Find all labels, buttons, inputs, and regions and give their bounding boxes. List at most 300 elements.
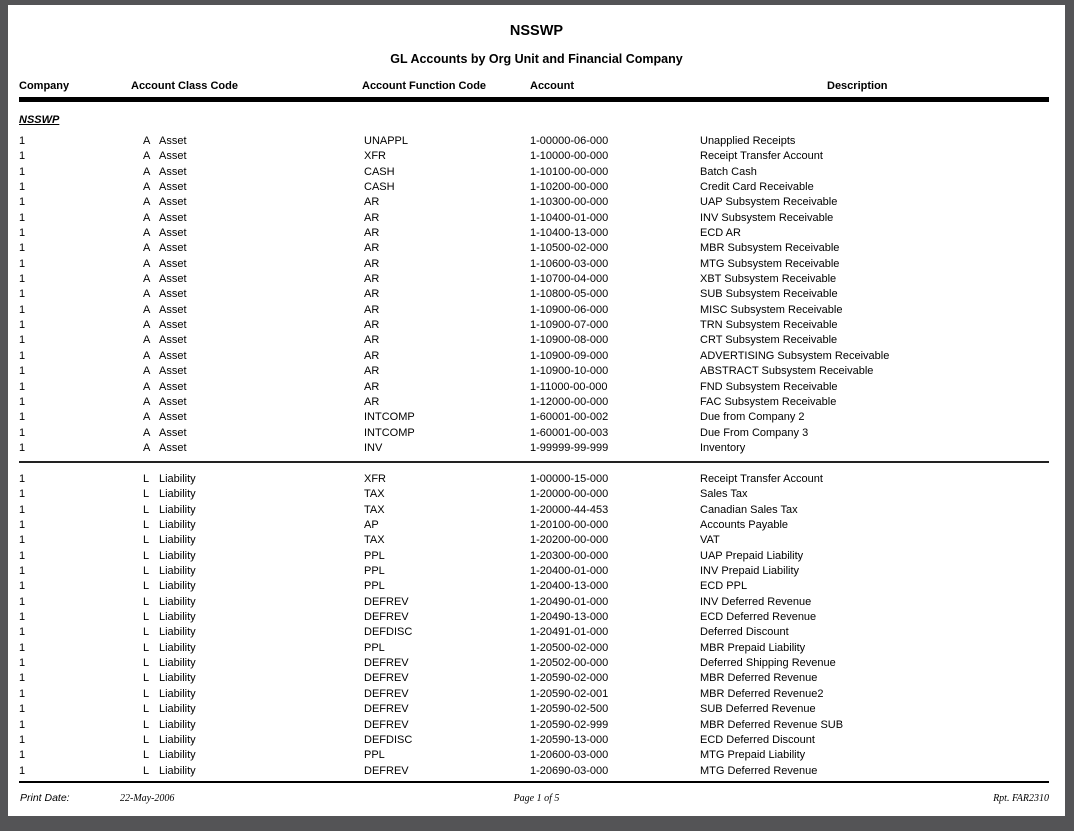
cell-function-code: DEFDISC (364, 626, 413, 639)
cell-description: INV Prepaid Liability (700, 565, 800, 578)
header-rule (19, 97, 1049, 102)
cell-function-code: XFR (364, 473, 386, 485)
column-header-account: Account (530, 80, 574, 92)
table-row (8, 533, 1065, 548)
cell-function-code: TAX (364, 488, 385, 501)
cell-class-code: L (143, 749, 150, 762)
cell-account: 1-10800-05-000 (530, 288, 609, 301)
cell-function-code: AR (364, 334, 380, 347)
cell-account: 1-00000-06-000 (530, 135, 609, 147)
cell-class-name: Liability (159, 703, 196, 716)
cell-class-code: A (143, 395, 151, 408)
cell-account: 1-10600-03-000 (530, 257, 609, 270)
table-row (8, 641, 1065, 656)
table-row (8, 410, 1065, 425)
cell-class-code: A (143, 411, 151, 424)
cell-company: 1 (19, 426, 26, 439)
cell-description: XBT Subsystem Receivable (700, 273, 837, 286)
cell-class-code: L (143, 519, 150, 532)
print-date-label: Print Date: (20, 792, 70, 804)
cell-description: Accounts Payable (700, 519, 789, 532)
cell-function-code: AR (364, 380, 380, 393)
cell-description: ECD Deferred Revenue (700, 611, 817, 624)
cell-class-name: Liability (159, 595, 196, 608)
cell-company: 1 (19, 395, 26, 408)
cell-account: 1-20400-01-000 (530, 565, 609, 578)
cell-company: 1 (19, 181, 26, 194)
cell-function-code: AP (364, 519, 379, 532)
cell-description: MISC Subsystem Receivable (700, 303, 843, 316)
cell-description: Unapplied Receipts (700, 135, 796, 147)
cell-function-code: DEFREV (364, 672, 409, 685)
cell-account: 1-20100-00-000 (530, 519, 609, 532)
cell-description: FAC Subsystem Receivable (700, 395, 837, 408)
cell-class-code: A (143, 242, 151, 255)
cell-function-code: AR (364, 395, 380, 408)
cell-account: 1-10700-04-000 (530, 273, 609, 286)
cell-description: MBR Deferred Revenue (700, 672, 818, 685)
cell-account: 1-20200-00-000 (530, 534, 609, 547)
cell-description: Due from Company 2 (700, 411, 805, 424)
cell-class-name: Asset (159, 334, 187, 347)
cell-company: 1 (19, 196, 26, 209)
cell-account: 1-20400-13-000 (530, 580, 609, 593)
cell-account: 1-20500-02-000 (530, 641, 609, 654)
cell-class-code: A (143, 349, 151, 362)
cell-company: 1 (19, 441, 26, 454)
cell-class-code: A (143, 441, 151, 454)
cell-class-name: Asset (159, 395, 187, 408)
cell-class-name: Asset (159, 273, 187, 286)
cell-class-name: Asset (159, 319, 187, 332)
cell-class-name: Asset (159, 135, 187, 147)
cell-function-code: PPL (364, 641, 385, 654)
cell-class-name: Liability (159, 580, 196, 593)
page-number: Page 1 of 5 (513, 793, 560, 804)
cell-description: ABSTRACT Subsystem Receivable (700, 365, 874, 378)
cell-class-name: Asset (159, 150, 187, 163)
cell-account: 1-20600-03-000 (530, 749, 609, 762)
cell-class-code: A (143, 365, 151, 378)
table-row (8, 165, 1065, 180)
column-header-class-code: Account Class Code (131, 80, 238, 92)
cell-function-code: AR (364, 365, 380, 378)
cell-function-code: AR (364, 288, 380, 301)
cell-account: 1-20491-01-000 (530, 626, 609, 639)
cell-company: 1 (19, 703, 26, 716)
cell-company: 1 (19, 165, 26, 178)
cell-account: 1-20590-02-001 (530, 687, 609, 700)
cell-company: 1 (19, 227, 26, 240)
cell-description: MBR Subsystem Receivable (700, 242, 840, 255)
cell-account: 1-60001-00-002 (530, 411, 609, 424)
cell-description: Inventory (700, 441, 746, 454)
cell-company: 1 (19, 488, 26, 501)
cell-account: 1-20490-01-000 (530, 595, 609, 608)
table-row (8, 333, 1065, 348)
cell-function-code: DEFREV (364, 764, 409, 777)
cell-company: 1 (19, 718, 26, 731)
liability-section-rows (8, 472, 1065, 779)
cell-company: 1 (19, 211, 26, 224)
cell-company: 1 (19, 380, 26, 393)
table-row (8, 287, 1065, 302)
cell-company: 1 (19, 411, 26, 424)
table-row (8, 610, 1065, 625)
cell-class-code: L (143, 503, 150, 516)
cell-account: 1-10400-13-000 (530, 227, 609, 240)
cell-function-code: UNAPPL (364, 135, 409, 147)
cell-class-name: Liability (159, 611, 196, 624)
cell-class-code: L (143, 565, 150, 578)
cell-account: 1-99999-99-999 (530, 441, 609, 454)
cell-company: 1 (19, 288, 26, 301)
table-row (8, 241, 1065, 256)
cell-company: 1 (19, 242, 26, 255)
cell-account: 1-10900-10-000 (530, 365, 609, 378)
cell-company: 1 (19, 150, 26, 163)
cell-company: 1 (19, 641, 26, 654)
cell-company: 1 (19, 549, 26, 562)
cell-account: 1-20590-02-500 (530, 703, 609, 716)
cell-function-code: AR (364, 196, 380, 209)
cell-account: 1-10900-06-000 (530, 303, 609, 316)
cell-class-name: Liability (159, 473, 196, 485)
cell-function-code: TAX (364, 503, 385, 516)
cell-description: Canadian Sales Tax (700, 503, 798, 516)
cell-class-code: A (143, 181, 151, 194)
cell-class-name: Liability (159, 672, 196, 685)
cell-account: 1-20590-13-000 (530, 733, 609, 746)
cell-class-code: L (143, 549, 150, 562)
print-date-value: 22-May-2006 (120, 793, 175, 804)
cell-account: 1-12000-00-000 (530, 395, 609, 408)
table-row (8, 272, 1065, 287)
column-header-function-code: Account Function Code (362, 80, 487, 92)
group-header: NSSWP (19, 114, 60, 126)
cell-function-code: PPL (364, 549, 385, 562)
cell-account: 1-20300-00-000 (530, 549, 609, 562)
cell-company: 1 (19, 334, 26, 347)
table-row (8, 549, 1065, 564)
cell-class-code: L (143, 657, 150, 670)
cell-class-name: Asset (159, 181, 187, 194)
table-row (8, 718, 1065, 733)
cell-class-name: Liability (159, 764, 196, 777)
cell-account: 1-00000-15-000 (530, 473, 609, 485)
cell-function-code: CASH (364, 165, 395, 178)
cell-class-name: Liability (159, 565, 196, 578)
table-row (8, 487, 1065, 502)
table-row (8, 579, 1065, 594)
footer-rule (19, 781, 1049, 783)
cell-description: SUB Subsystem Receivable (700, 288, 838, 301)
report-subtitle: GL Accounts by Org Unit and Financial Company (390, 52, 683, 66)
table-row (8, 564, 1065, 579)
cell-class-code: L (143, 672, 150, 685)
cell-company: 1 (19, 519, 26, 532)
cell-function-code: AR (364, 303, 380, 316)
cell-account: 1-10500-02-000 (530, 242, 609, 255)
cell-account: 1-20590-02-999 (530, 718, 609, 731)
cell-description: Due From Company 3 (700, 426, 809, 439)
cell-function-code: AR (364, 257, 380, 270)
cell-class-name: Asset (159, 380, 187, 393)
table-row (8, 472, 1065, 487)
table-row (8, 426, 1065, 441)
cell-description: CRT Subsystem Receivable (700, 334, 838, 347)
cell-function-code: AR (364, 319, 380, 332)
table-row (8, 180, 1065, 195)
cell-class-code: A (143, 303, 151, 316)
cell-class-code: A (143, 196, 151, 209)
cell-class-name: Asset (159, 196, 187, 209)
cell-class-code: A (143, 211, 151, 224)
cell-description: Credit Card Receivable (700, 181, 814, 194)
cell-company: 1 (19, 503, 26, 516)
cell-company: 1 (19, 626, 26, 639)
table-row (8, 702, 1065, 717)
cell-description: MTG Subsystem Receivable (700, 257, 840, 270)
cell-company: 1 (19, 365, 26, 378)
cell-company: 1 (19, 764, 26, 777)
cell-function-code: DEFREV (364, 703, 409, 716)
cell-class-name: Asset (159, 165, 187, 178)
cell-class-name: Liability (159, 488, 196, 501)
cell-class-code: L (143, 641, 150, 654)
cell-function-code: TAX (364, 534, 385, 547)
cell-class-name: Liability (159, 534, 196, 547)
cell-function-code: DEFREV (364, 657, 409, 670)
cell-class-code: A (143, 426, 151, 439)
asset-section-rows (8, 134, 1065, 456)
cell-class-code: A (143, 150, 151, 163)
cell-description: TRN Subsystem Receivable (700, 319, 838, 332)
cell-function-code: AR (364, 242, 380, 255)
table-row (8, 195, 1065, 210)
cell-account: 1-10900-09-000 (530, 349, 609, 362)
cell-company: 1 (19, 611, 26, 624)
cell-function-code: PPL (364, 580, 385, 593)
cell-function-code: PPL (364, 749, 385, 762)
cell-description: MBR Deferred Revenue2 (700, 687, 824, 700)
cell-description: MBR Prepaid Liability (700, 641, 806, 654)
cell-function-code: INTCOMP (364, 411, 415, 424)
cell-class-code: L (143, 580, 150, 593)
cell-company: 1 (19, 135, 26, 147)
cell-class-code: L (143, 611, 150, 624)
cell-account: 1-11000-00-000 (530, 380, 608, 393)
cell-class-code: L (143, 703, 150, 716)
column-header-row (8, 80, 1065, 95)
table-row (8, 518, 1065, 533)
cell-company: 1 (19, 595, 26, 608)
cell-description: Receipt Transfer Account (700, 150, 823, 163)
cell-class-code: A (143, 273, 151, 286)
cell-account: 1-10900-08-000 (530, 334, 609, 347)
cell-company: 1 (19, 672, 26, 685)
cell-class-code: L (143, 473, 150, 485)
cell-class-name: Liability (159, 519, 196, 532)
cell-company: 1 (19, 733, 26, 746)
table-row (8, 671, 1065, 686)
table-row (8, 257, 1065, 272)
table-row (8, 149, 1065, 164)
cell-description: FND Subsystem Receivable (700, 380, 838, 393)
cell-class-name: Asset (159, 441, 187, 454)
cell-function-code: DEFREV (364, 611, 409, 624)
cell-description: ECD Deferred Discount (700, 733, 815, 746)
cell-class-name: Asset (159, 257, 187, 270)
cell-account: 1-20590-02-000 (530, 672, 609, 685)
cell-company: 1 (19, 534, 26, 547)
cell-description: Batch Cash (700, 165, 757, 178)
cell-class-name: Liability (159, 641, 196, 654)
cell-account: 1-20000-44-453 (530, 503, 609, 516)
cell-account: 1-10400-01-000 (530, 211, 609, 224)
table-row (8, 226, 1065, 241)
cell-function-code: XFR (364, 150, 386, 163)
table-row (8, 441, 1065, 456)
cell-description: Deferred Discount (700, 626, 789, 639)
cell-function-code: DEFREV (364, 718, 409, 731)
table-row (8, 687, 1065, 702)
table-row (8, 395, 1065, 410)
cell-company: 1 (19, 580, 26, 593)
report-page (8, 5, 1065, 816)
cell-function-code: DEFREV (364, 687, 409, 700)
cell-class-name: Asset (159, 227, 187, 240)
cell-class-code: A (143, 288, 151, 301)
column-header-company: Company (19, 80, 70, 92)
cell-account: 1-20502-00-000 (530, 657, 609, 670)
table-row (8, 380, 1065, 395)
cell-description: Deferred Shipping Revenue (700, 657, 836, 670)
table-row (8, 364, 1065, 379)
cell-description: Sales Tax (700, 488, 748, 501)
cell-account: 1-60001-00-003 (530, 426, 609, 439)
cell-class-name: Liability (159, 733, 196, 746)
cell-company: 1 (19, 473, 26, 485)
cell-description: SUB Deferred Revenue (700, 703, 816, 716)
cell-class-name: Asset (159, 303, 187, 316)
cell-class-name: Liability (159, 549, 196, 562)
cell-function-code: CASH (364, 181, 395, 194)
cell-function-code: INV (364, 441, 383, 454)
cell-account: 1-10000-00-000 (530, 150, 609, 163)
cell-class-name: Liability (159, 718, 196, 731)
cell-function-code: AR (364, 227, 380, 240)
cell-class-code: L (143, 595, 150, 608)
cell-function-code: DEFREV (364, 595, 409, 608)
cell-class-code: L (143, 764, 150, 777)
cell-description: UAP Prepaid Liability (700, 549, 804, 562)
cell-class-name: Liability (159, 626, 196, 639)
column-header-description: Description (827, 80, 888, 92)
cell-account: 1-10900-07-000 (530, 319, 609, 332)
cell-function-code: AR (364, 211, 380, 224)
table-row (8, 656, 1065, 671)
cell-account: 1-20690-03-000 (530, 764, 609, 777)
cell-company: 1 (19, 303, 26, 316)
cell-class-name: Liability (159, 657, 196, 670)
cell-description: MTG Deferred Revenue (700, 764, 818, 777)
table-row (8, 733, 1065, 748)
cell-account: 1-10200-00-000 (530, 181, 609, 194)
page-footer (8, 792, 1065, 808)
cell-description: INV Deferred Revenue (700, 595, 812, 608)
table-row (8, 349, 1065, 364)
table-row (8, 503, 1065, 518)
report-title: NSSWP (509, 23, 564, 39)
cell-account: 1-10300-00-000 (530, 196, 609, 209)
cell-class-code: A (143, 165, 151, 178)
cell-function-code: PPL (364, 565, 385, 578)
cell-class-code: A (143, 319, 151, 332)
cell-class-name: Asset (159, 365, 187, 378)
cell-account: 1-20000-00-000 (530, 488, 609, 501)
table-row (8, 748, 1065, 763)
cell-description: VAT (700, 534, 720, 547)
cell-class-code: L (143, 534, 150, 547)
cell-company: 1 (19, 319, 26, 332)
cell-description: ECD AR (700, 227, 741, 240)
table-row (8, 134, 1065, 149)
cell-class-code: A (143, 257, 151, 270)
cell-description: Receipt Transfer Account (700, 473, 823, 485)
table-row (8, 625, 1065, 640)
cell-class-code: L (143, 488, 150, 501)
cell-class-code: A (143, 334, 151, 347)
cell-class-name: Asset (159, 242, 187, 255)
cell-company: 1 (19, 257, 26, 270)
cell-class-name: Asset (159, 349, 187, 362)
cell-company: 1 (19, 565, 26, 578)
table-row (8, 303, 1065, 318)
table-row (8, 318, 1065, 333)
table-row (8, 764, 1065, 779)
section-divider (19, 461, 1049, 463)
cell-class-name: Asset (159, 426, 187, 439)
cell-description: MBR Deferred Revenue SUB (700, 718, 844, 731)
cell-class-name: Asset (159, 411, 187, 424)
cell-class-name: Liability (159, 749, 196, 762)
report-number: Rpt. FAR2310 (993, 793, 1049, 804)
cell-class-name: Asset (159, 288, 187, 301)
cell-account: 1-10100-00-000 (530, 165, 609, 178)
cell-company: 1 (19, 349, 26, 362)
table-row (8, 595, 1065, 610)
cell-description: UAP Subsystem Receivable (700, 196, 838, 209)
cell-class-code: L (143, 687, 150, 700)
cell-class-name: Liability (159, 687, 196, 700)
cell-class-code: L (143, 718, 150, 731)
cell-class-code: A (143, 227, 151, 240)
cell-function-code: AR (364, 349, 380, 362)
cell-company: 1 (19, 749, 26, 762)
cell-class-code: A (143, 380, 151, 393)
cell-company: 1 (19, 687, 26, 700)
cell-class-name: Asset (159, 211, 187, 224)
cell-class-name: Liability (159, 503, 196, 516)
cell-class-code: A (143, 135, 151, 147)
cell-account: 1-20490-13-000 (530, 611, 609, 624)
cell-function-code: AR (364, 273, 380, 286)
cell-function-code: DEFDISC (364, 733, 413, 746)
cell-class-code: L (143, 626, 150, 639)
cell-class-code: L (143, 733, 150, 746)
cell-company: 1 (19, 273, 26, 286)
